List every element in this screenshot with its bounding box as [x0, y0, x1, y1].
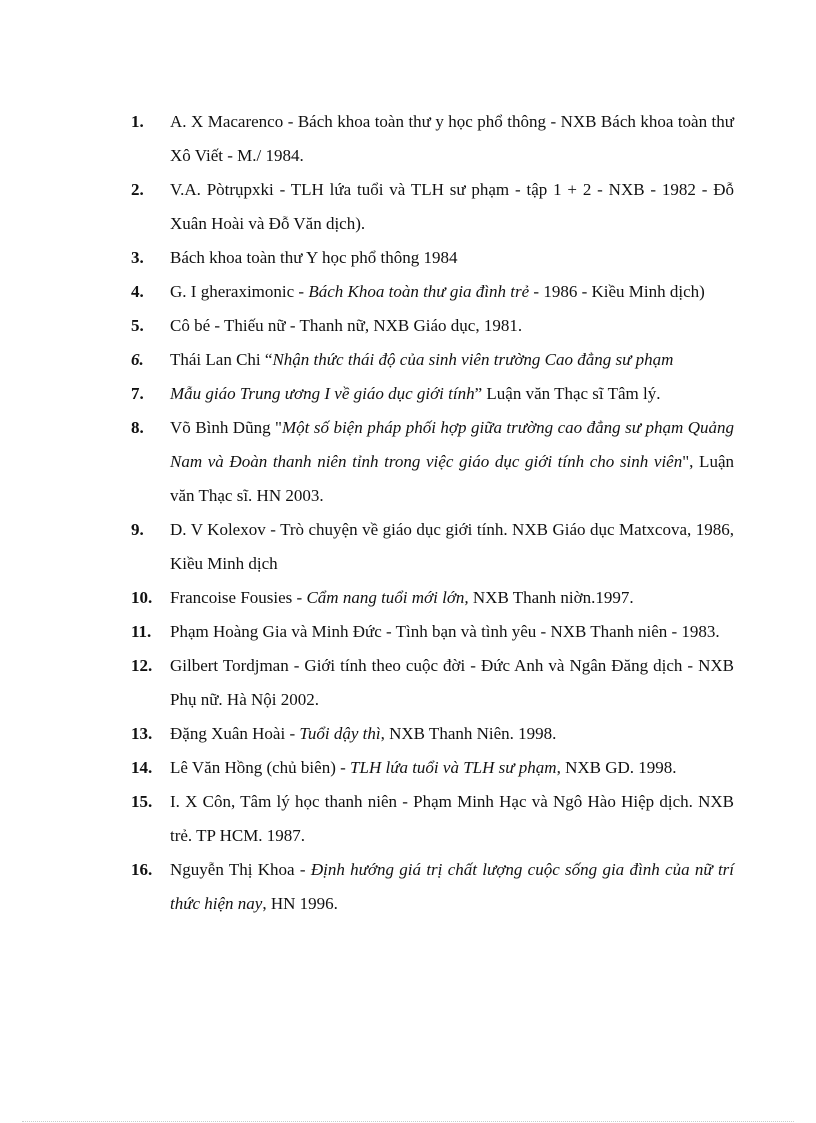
reference-number: 10.: [131, 588, 153, 607]
reference-item: [131, 105, 734, 173]
reference-number: 11.: [131, 622, 152, 641]
reference-text: [170, 180, 734, 233]
reference-text-segment: I. X Côn, Tâm lý học thanh niên - Phạm Minh Hạc và Ngô Hào Hiệp dịch. NXB trẻ. TP HCM. 1987.: [170, 792, 734, 845]
reference-text: [170, 588, 634, 607]
reference-number: 1.: [131, 112, 144, 131]
reference-text-segment: Đặng Xuân Hoài -: [170, 724, 300, 743]
reference-number: 14.: [131, 758, 153, 777]
reference-text: [170, 622, 720, 641]
reference-number: 5.: [131, 316, 144, 335]
reference-item: [131, 309, 734, 343]
reference-title-italic: Mẫu giáo Trung ương I về giáo dục giới tính: [170, 384, 475, 403]
reference-title-italic: Bách Khoa toàn thư gia đình trẻ: [308, 282, 530, 301]
reference-text: [170, 112, 734, 165]
reference-text-segment: Gilbert Tordjman - Giới tính theo cuộc đời - Đức Anh và Ngân Đăng dịch - NXB Phụ nữ. Hà Nội 2002.: [170, 656, 734, 709]
reference-text-segment: , NXB GD. 1998.: [556, 758, 677, 777]
reference-text: [170, 418, 734, 505]
reference-item: [131, 581, 734, 615]
reference-text-segment: Lê Văn Hồng (chủ biên) -: [170, 758, 351, 777]
reference-text: [170, 282, 705, 301]
reference-text-segment: A. X Macarenco - Bách khoa toàn thư y học phổ thông - NXB Bách khoa toàn thư Xô Viết - M./ 1984.: [170, 112, 734, 165]
reference-title-italic: Tuổi dậy thì: [299, 724, 381, 743]
reference-text: [170, 860, 734, 913]
reference-text-segment: Bách khoa toàn thư Y học phổ thông 1984: [170, 248, 458, 267]
reference-title-italic: TLH lứa tuổi và TLH sư phạm: [350, 758, 557, 777]
reference-text-segment: Võ Bình Dũng ": [170, 418, 282, 437]
reference-item: [131, 717, 734, 751]
reference-text-segment: , HN 1996.: [262, 894, 338, 913]
reference-text-segment: NXB Thanh niờn.1997.: [468, 588, 634, 607]
reference-item: [131, 411, 734, 513]
reference-number: 7.: [131, 384, 144, 403]
reference-text: [170, 248, 457, 267]
reference-title-italic: Nhận thức thái độ của sinh viên trường Cao đẳng sư phạm: [272, 350, 674, 369]
reference-item: [131, 785, 734, 853]
reference-number: 8.: [131, 418, 144, 437]
reference-text: [170, 656, 734, 709]
page-bottom-divider: [22, 1121, 794, 1122]
reference-number: 9.: [131, 520, 144, 539]
reference-text-segment: Phạm Hoàng Gia và Minh Đức - Tình bạn và tình yêu - NXB Thanh niên - 1983.: [170, 622, 720, 641]
reference-number: 3.: [131, 248, 144, 267]
reference-number: 16.: [131, 860, 153, 879]
reference-number: 4.: [131, 282, 144, 301]
reference-title-italic: Định hướng giá trị chất lượng cuộc sống gia đình của nữ trí thức hiện nay: [170, 860, 735, 913]
reference-text-segment: - 1986 - Kiều Minh dịch): [529, 282, 705, 301]
reference-number: 13.: [131, 724, 153, 743]
reference-text-segment: Cô bé - Thiếu nữ - Thanh nữ, NXB Giáo dục, 1981.: [170, 316, 523, 335]
reference-text-segment: , NXB Thanh Niên. 1998.: [380, 724, 557, 743]
reference-list: [131, 105, 734, 921]
reference-item: [131, 751, 734, 785]
reference-text-segment: ” Luận văn Thạc sĩ Tâm lý.: [474, 384, 661, 403]
reference-item: [131, 275, 734, 309]
reference-number: 12.: [131, 656, 153, 675]
reference-number: 15.: [131, 792, 153, 811]
reference-text-segment: ", Luận văn Thạc sĩ. HN 2003.: [170, 452, 734, 505]
reference-item: [131, 173, 734, 241]
reference-text: [170, 316, 522, 335]
reference-text: [170, 792, 734, 845]
reference-item: [131, 377, 734, 411]
reference-number: 6.: [131, 350, 144, 369]
reference-text-segment: G. I gheraximonic -: [170, 282, 309, 301]
reference-text: [170, 384, 660, 403]
reference-text: [170, 350, 673, 369]
reference-title-italic: Cẩm nang tuổi mới lớn,: [306, 588, 469, 607]
reference-item: [131, 343, 734, 377]
reference-text: [170, 724, 556, 743]
reference-text: [170, 520, 734, 573]
reference-text: [170, 758, 677, 777]
reference-text-segment: V.A. Pòtrụpxki - TLH lứa tuổi và TLH sư phạm - tập 1 + 2 - NXB - 1982 - Đỗ Xuân Hoài và Đỗ Văn dịch).: [170, 180, 734, 233]
reference-number: 2.: [131, 180, 144, 199]
reference-text-segment: Nguyễn Thị Khoa -: [170, 860, 311, 879]
reference-item: [131, 513, 734, 581]
reference-title-italic: Một số biện pháp phối hợp giữa trường cao đẳng sư phạm Quảng Nam và Đoàn thanh niên tỉnh trong việc giáo dục giới tính cho sinh viên: [170, 418, 734, 471]
reference-item: [131, 241, 734, 275]
reference-item: [131, 615, 734, 649]
reference-item: [131, 649, 734, 717]
reference-text-segment: D. V Kolexov - Trò chuyện về giáo dục giới tính. NXB Giáo dục Matxcova, 1986, Kiều Minh dịch: [170, 520, 734, 573]
reference-text-segment: Francoise Fousies -: [170, 588, 307, 607]
reference-text-segment: Thái Lan Chi “: [170, 350, 273, 369]
reference-item: [131, 853, 734, 921]
